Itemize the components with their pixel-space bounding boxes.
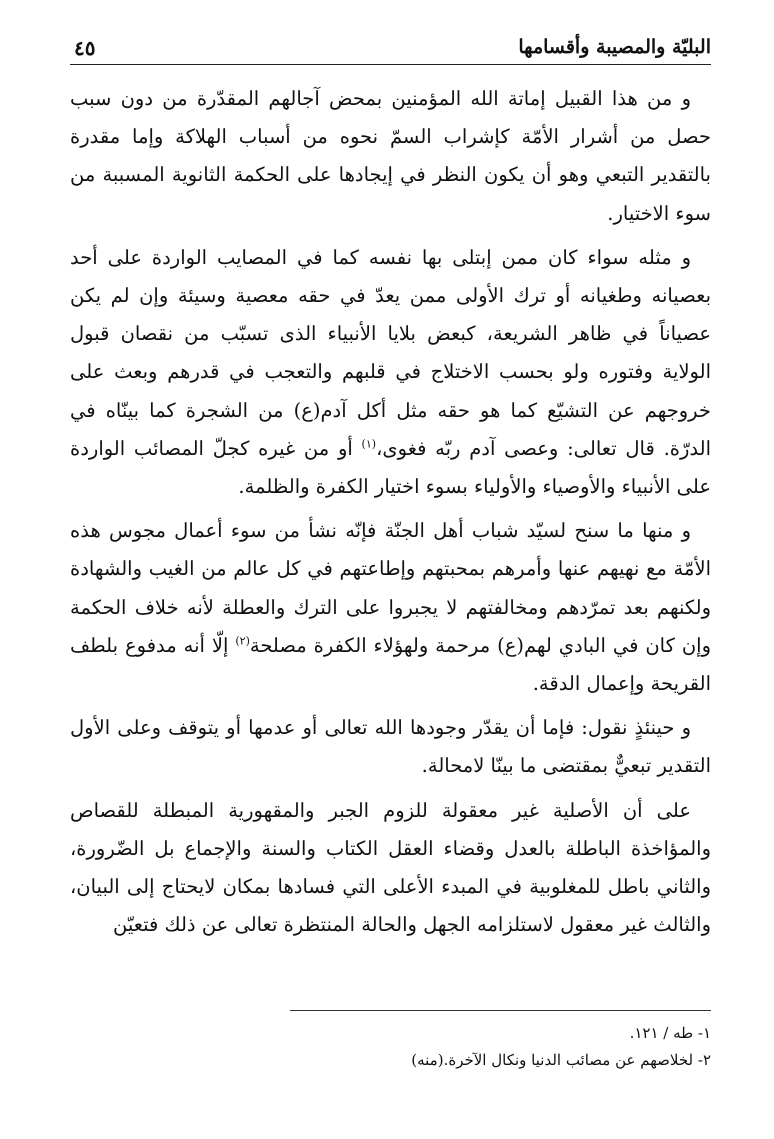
paragraph-1: و من هذا القبيل إماتة الله المؤمنين بمحض آجالهم المقدّرة من دون سبب حصل من أشرار الأمّة كإشراب السمّ نحوه من أسباب الهلاكة وإما مقدرة بالتقدير التبعي وهو أن يكون النظر في إيجادها على الحكمة الثانوية المسببة من سوء الاختيار. xyxy=(70,87,711,225)
paragraph-2 xyxy=(70,239,711,506)
footnote-ref-1: (١) xyxy=(361,437,377,451)
footnotes xyxy=(290,1020,711,1074)
body-text xyxy=(70,80,711,950)
paragraph-5: على أن الأصلية غير معقولة للزوم الجبر والمقهورية المبطلة للقصاص والمؤاخذة الباطلة بالعدل وقضاء العقل الكتاب والسنة والإجماع بل الضّرورة، والثاني باطل للمغلوبية في المبدء الأعلى التي فسادها بمكان لايحتاج إلى البيان، والثالث غير معقول لاستلزامه الجهل والحالة المنتظرة تعالى عن ذلك فتعيّن xyxy=(70,798,711,937)
footnote-ref-2: (٢) xyxy=(235,634,250,648)
paragraph-3-part-2: إلّا أنه مدفوع بلطف القريحة وإعمال الدقة. xyxy=(70,633,711,696)
page-header xyxy=(70,34,711,65)
paragraph-2-part-1: و مثله سواء كان ممن إبتلى بها نفسه كما في المصايب الواردة على أحد بعصيانه وطغيانه أو ترك الأولى ممن يعدّ في حقه معصية وسيئة وإن لم يكن عصياناً في ظاهر الشريعة، كبعض بلايا الأنبياء الذى تسبّب من نقصان قبول الولاية وفتوره ولو بحسب الاختلاج في قلبهم والتعجب في قدرهم وبعث على خروجهم عن التشيّع كما هو حقه مثل أكل آدم(ع) من الشجرة كما بينّاه في الدرّة. قال تعالى: وعصى آدم ربّه فغوى، xyxy=(70,245,711,460)
footnote-2: ٢- لخلاصهم عن مصائب الدنيا ونكال الآخرة.(منه) xyxy=(411,1051,711,1069)
footnote-divider xyxy=(290,1010,711,1011)
paragraph-4: و حينئذٍ نقول: فإما أن يقدّر وجودها الله تعالى أو عدمها أو يتوقف وعلى الأول التقدير تبعيٌّ بمقتضى ما بينّا لامحالة. xyxy=(70,716,711,778)
footnote-1: ١- طه / ١٢١. xyxy=(629,1024,711,1042)
paragraph-3-part-1: و منها ما سنح لسيّد شباب أهل الجنّة فإنّه نشأ من سوء أعمال مجوس هذه الأمّة مع نهيهم عنها وأمرهم بمحبتهم وإطاعتهم في كل عالم من الغيب والشهادة ولكنهم بعد تمرّدهم ومخالفتهم لا يجبروا على الترك والعطلة لأنه خلاف الحكمة وإن كان في البادي لهم(ع) مرحمة ولهؤلاء الكفرة مصلحة xyxy=(70,519,711,657)
page-number: ٤٥ xyxy=(74,36,96,60)
running-title: البليّة والمصيبة وأقسامها xyxy=(518,36,711,58)
paragraph-3 xyxy=(70,512,711,703)
paragraph-2-part-2: أو من غيره كجلّ المصائب الواردة على الأنبياء والأوصياء والأولياء بسوء اختيار الكفرة والظلمة. xyxy=(70,436,711,499)
